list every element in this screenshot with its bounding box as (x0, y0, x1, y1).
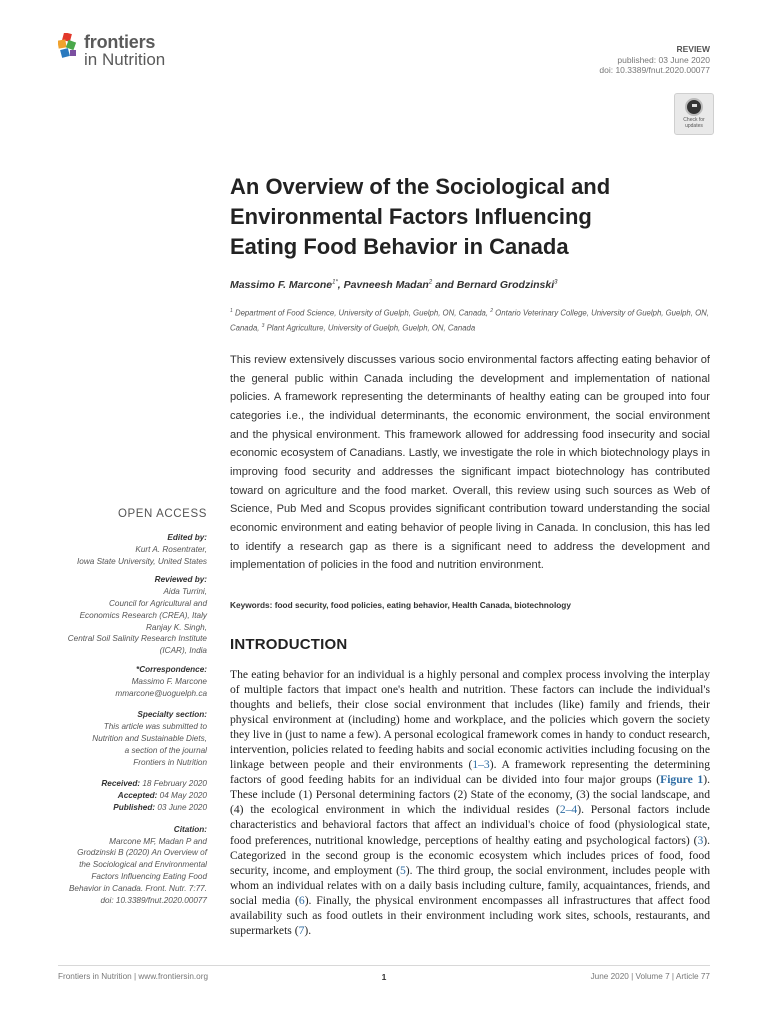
frontiers-logo-icon (58, 33, 78, 59)
accepted-value: 04 May 2020 (157, 791, 207, 801)
specialty-line: This article was submitted to (103, 722, 207, 732)
author-link[interactable]: Pavneesh Madan (343, 279, 429, 291)
citation-line: the Sociological and Environmental (79, 860, 207, 870)
published-date-sidebar (40, 802, 207, 814)
received-value: 18 February 2020 (140, 779, 207, 789)
author-sup: 1* (332, 279, 338, 286)
affil-text: Ontario Veterinary College, University of Guelph, Guelph, ON, Canada, (230, 308, 709, 333)
reviewer-line[interactable]: Aida Turrini, (163, 587, 207, 597)
citation-line: Marcone MF, Madan P and (109, 836, 207, 846)
affiliations (230, 305, 715, 335)
author-link[interactable]: Bernard Grodzinski (456, 279, 555, 291)
article-doi[interactable]: doi: 10.3389/fnut.2020.00077 (599, 65, 710, 75)
author-link[interactable]: Massimo F. Marcone (230, 279, 333, 291)
body-text: ). Categorized in the second group is the economic ecosystem which includes prices of food, food security, income, and employment ( (230, 833, 710, 877)
published-value: 03 June 2020 (155, 802, 207, 812)
accepted-date (40, 790, 207, 802)
affil-number: 2 (490, 308, 493, 314)
reviewer-line: (ICAR), India (159, 646, 207, 656)
article-title (230, 172, 700, 262)
specialty-section (40, 709, 207, 768)
citation-line: Factors Influencing Eating Food (91, 871, 207, 881)
reviewer-line: Council for Agricultural and (109, 598, 207, 608)
figure-link[interactable]: Figure 1 (660, 773, 704, 787)
correspondence (40, 664, 207, 699)
editor-line: Iowa State University, United States (77, 556, 207, 566)
author-sup: 2 (428, 279, 433, 286)
author-sup: 3 (554, 279, 558, 286)
editor-line[interactable]: Kurt A. Rosentrater, (135, 544, 207, 554)
received-label: Received: (101, 779, 141, 789)
body-text: ). Personal factors include characteristics and behavioral factors that affect an individual's choice of food (physiological state, food preferences, nutritional knowledge, perceptions of healthy eating and psychological factors) ( (230, 803, 710, 847)
reviewed-by (40, 574, 207, 657)
article-type: REVIEW (676, 44, 710, 54)
keywords: Keywords: food security, food policies, eating behavior, Health Canada, biotechnology (230, 600, 571, 610)
author-separator: and (432, 279, 457, 291)
footer-issue-info: June 2020 | Volume 7 | Article 77 (590, 972, 710, 981)
published-label: Published: (113, 802, 156, 812)
body-text: The eating behavior for an individual is a highly personal and complex process involving the interplay of multiple factors that impact one's health and nutrition. These factors can include the individual's thoughts and beliefs, their close social environment that includes (like) family and friends, their physical environment at (including) home and workplace, and the policies which govern the society they live in (just to name a few). A personal ecological framework comes in handy to conduct research, intervention, policies related to feeding habits and social economic activities including focusing on the linkage between people and their environments ( (230, 668, 710, 772)
correspondence-name: Massimo F. Marcone (131, 676, 207, 686)
correspondence-label: *Correspondence: (136, 664, 207, 674)
title-line: Eating Food Behavior in Canada (230, 234, 569, 259)
article-meta (599, 44, 710, 76)
author-separator: , (337, 279, 344, 291)
reference-link[interactable]: 6 (298, 893, 305, 907)
citation (40, 824, 207, 907)
reviewer-line[interactable]: Ranjay K. Singh, (146, 622, 207, 632)
specialty-label: Specialty section: (137, 710, 207, 720)
body-text: ). (304, 923, 312, 937)
specialty-line: Frontiers in Nutrition (133, 757, 207, 767)
reference-link[interactable]: 5 (399, 863, 406, 877)
title-line: An Overview of the Sociological and (230, 174, 611, 199)
reviewed-by-label: Reviewed by: (154, 575, 207, 585)
reference-link[interactable]: 1–3 (472, 758, 490, 772)
open-access-label: OPEN ACCESS (117, 508, 207, 520)
affil-number: 1 (230, 308, 233, 314)
published-date: published: 03 June 2020 (617, 54, 710, 65)
article-info-sidebar (40, 532, 207, 913)
affil-number: 3 (261, 323, 265, 330)
specialty-line: a section of the journal (124, 745, 207, 755)
section-heading: INTRODUCTION (230, 636, 348, 653)
body-text: ). These include (1) Personal determining factors (2) State of the economy, (3) the social landscape, and (4) the ecological environment in which the individual resides ( (230, 773, 710, 817)
footer-journal-link[interactable]: Frontiers in Nutrition | www.frontiersin.org (58, 972, 209, 981)
footer-divider (58, 965, 710, 966)
received-date (40, 778, 207, 790)
reference-link[interactable]: 7 (298, 923, 305, 937)
edited-by (40, 532, 207, 567)
citation-line: Grodzinski B (2020) An Overview of (77, 848, 207, 858)
abstract: This review extensively discusses various socio environmental factors affecting eating behavior of the general public within Canada including the development and implementation of national policies. A framework representing the determinants of healthy eating can be grouped into four categories i.e., the individual determinants, the economic environment, the social environment and the physical environment. This framework allowed for addressing food insecurity and social economic ecosystem of Canadians. Lastly, we investigate the role in which biotechnology plays in improving food security and addresses the significant impact biotechnology has contributed toward on agriculture and the food market. Overall, this review using such sources as Web of Science, Pub Med and Scopus provides significant contribution toward understanding the social economic environment and eating behavior of people living in Canada. In conclusion, this has led to identify a research gap as there is a significant need to address the development and implementation of policies in the food and nutrition environment. (230, 354, 710, 572)
check-updates-label: Check for updates (683, 117, 705, 129)
body-text: ). Finally, the physical environment encompasses all infrastructures that affect food availability such as food outlets in their environment including work sites, schools, restaurants, and supermarkets ( (230, 893, 710, 937)
logo-subtitle: in Nutrition (84, 50, 166, 69)
citation-label: Citation: (173, 824, 207, 834)
article-dates (40, 778, 207, 813)
introduction-paragraph (230, 667, 710, 938)
accepted-label: Accepted: (117, 791, 158, 801)
check-updates-icon (685, 98, 703, 116)
affil-text: Department of Food Science, University of Guelph, Guelph, ON, Canada, (232, 308, 491, 318)
correspondence-email[interactable]: mmarcone@uoguelph.ca (115, 688, 207, 698)
citation-doi[interactable]: doi: 10.3389/fnut.2020.00077 (100, 895, 207, 905)
check-for-updates-button[interactable] (674, 93, 714, 135)
body-text: ). The third group, the social environment, includes people with whom an individual relates with on a daily basis including culture, family, acquaintances, friends, and social media ( (230, 863, 710, 907)
reviewer-line: Economics Research (CREA), Italy (79, 610, 207, 620)
edited-by-label: Edited by: (167, 533, 207, 542)
reference-link[interactable]: 2–4 (559, 803, 578, 817)
citation-line: Behavior in Canada. Front. Nutr. 7:77. (68, 883, 207, 893)
journal-logo[interactable] (58, 33, 165, 69)
specialty-line: Nutrition and Sustainable Diets, (92, 733, 207, 743)
body-text: ). A framework representing the determining factors of good feeding habits for an individual can be divided into four major groups ( (230, 758, 710, 787)
affil-text: Plant Agriculture, University of Guelph, Guelph, ON, Canada (264, 323, 476, 333)
logo-wordmark: frontiers (84, 32, 156, 52)
reviewer-line: Central Soil Salinity Research Institute (67, 634, 207, 644)
page-number: 1 (381, 972, 387, 982)
reference-link[interactable]: 3 (697, 833, 704, 847)
title-line: Environmental Factors Influencing (230, 204, 592, 229)
author-list (230, 279, 558, 291)
